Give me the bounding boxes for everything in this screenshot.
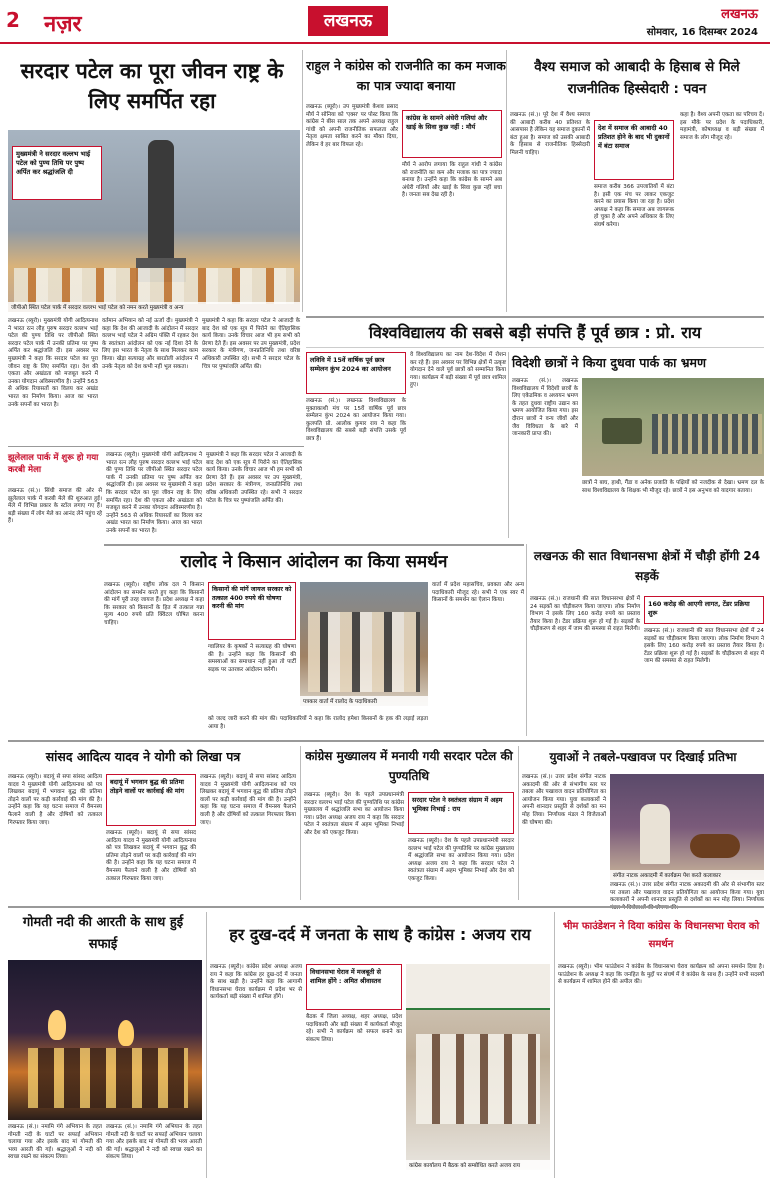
ralod-highlight: [208, 582, 296, 640]
banner-backdrop: [406, 964, 550, 1010]
column-rule: [300, 746, 301, 900]
column-rule: [206, 912, 207, 1178]
safari-jeep: [602, 418, 642, 444]
dudhwa-headline: विदेशी छात्रों ने किया दुधवा पार्क का भ्रमण: [512, 355, 707, 370]
musician-figure: [640, 804, 670, 864]
jhula-headline: झूलेलाल पार्क में शुरू हो गया करबी मेला: [8, 453, 99, 475]
congress-patel-body-col2: लखनऊ (ब्यूरो)। देश के पहले उपप्रधानमंत्री सरदार वल्लभ भाई पटेल की पुण्यतिथि पर कांग्रेस मुख्यालय में श्रद्धांजलि सभा का आयोजन किया गया। प्रदेश अध्यक्ष अजय राय ने कहा कि सरदार पटेल ने स्वतंत्रता संग्राम में अहम भूमिका निभाई और देश को एकजुट किया।: [408, 838, 514, 882]
university-highlight: [306, 352, 406, 394]
university-highlight-text: लविवि में 15वें वार्षिक पूर्व छात्र सम्मेलन कुंभ 2024 का आयोजन: [310, 356, 391, 373]
patel-highlight-text: मुख्यमंत्री ने सरदार वल्लभ भाई पटेल को पुण्य तिथि पर पुष्प अर्पित कर श्रद्धांजलि दी: [16, 150, 91, 176]
vaishya-highlight: [594, 120, 674, 180]
youth-body-col1: लखनऊ (सं.)। उत्तर प्रदेश संगीत नाटक अकादमी की ओर से संभागीय स्तर पर तबला और पखावज वादन प्रतियोगिता का आयोजन किया गया। युवा कलाकारों ने अपनी शानदार प्रस्तुति से दर्शकों का मन मोह लिया। निर्णायक मंडल ने विजेताओं की घोषणा की।: [522, 774, 606, 826]
column-rule: [508, 352, 509, 538]
column-rule: [554, 912, 555, 1178]
ajay-headline: हर दुख-दर्द में जनता के साथ है कांग्रेस : अजय राय: [229, 925, 531, 944]
priest-figures: [28, 1048, 188, 1108]
university-band: [306, 316, 764, 348]
ajay-body-col2: बैठक में जिला अध्यक्ष, शहर अध्यक्ष, प्रदेश पदाधिकारी और बड़ी संख्या में कार्यकर्ता मौजूद रहे। सभी ने कार्यक्रम को सफल बनाने का संकल्प लिया।: [306, 1014, 402, 1043]
gomti-body-col1: लखनऊ (सं.)। नमामि गंगे अभियान के तहत गोमती नदी के घाटों पर सफाई अभियान चलाया गया और इसके बाद मां गोमती की भव्य आरती की गई। श्रद्धालुओं ने नदी को स्वच्छ रखने का संकल्प लिया।: [8, 1124, 102, 1161]
page-number: 2: [6, 8, 20, 32]
gomti-photo: [8, 960, 202, 1120]
ajay-photo: [406, 964, 550, 1170]
congress-patel-highlight: [408, 792, 514, 834]
vaishya-headline: वैश्य समाज को आबादी के हिसाब से मिले राजनीतिक हिस्सेदारी : पवन: [534, 59, 740, 97]
rahul-highlight-text: कांग्रेस के सामने अंधेरी गलियां और खाई के सिवा कुछ नहीं : मौर्य: [406, 114, 488, 131]
vaishya-body-col2: समाज करीब 366 उपजातियों में बंटा है। इसी एक मंच पर लाकर एकजुट करने का प्रयास किया जा रहा है। प्रदेश अध्यक्ष ने कहा कि समाज अब जागरूक हो चुका है और अपने अधिकार के लिए संघर्ष करेगा।: [594, 184, 674, 228]
gomti-body-col2: लखनऊ (सं.)। नमामि गंगे अभियान के तहत गोमती नदी के घाटों पर सफाई अभियान चलाया गया और इसके बाद मां गोमती की भव्य आरती की गई। श्रद्धालुओं ने नदी को स्वच्छ रखने का संकल्प लिया।: [106, 1124, 202, 1161]
ralod-body-col3: को जल्द जारी करने की मांग की। पदाधिकारियों ने कहा कि रालोद हमेशा किसानों के हक की लड़ाई लड़ता आया है।: [208, 716, 428, 730]
brand-logo: नज़र: [44, 11, 82, 37]
rahul-body-col2: मौर्य ने आरोप लगाया कि राहुल गांधी ने कांग्रेस को राजनीति का कम और मजाक का पात्र ज्यादा बनाया है। उन्होंने कहा कि कांग्रेस के सामने अब अंधेरी गलियों और खाई के सिवा कुछ नहीं बचा है। जनता सब देख रही है।: [402, 162, 502, 199]
ajay-highlight: [306, 964, 402, 1010]
university-body-col2: वे विश्वविद्यालय का नाम देश-विदेश में रोशन कर रहे हैं। इस अवसर पर विभिन्न क्षेत्रों में उत्कृष्ट योगदान देने वाले पूर्व छात्रों को सम्मानित किया गया। कार्यक्रम में बड़ी संख्या में पूर्व छात्र शामिल हुए।: [410, 352, 506, 389]
section-rule: [8, 906, 764, 908]
section-banner: [308, 6, 388, 36]
university-body-col1: लखनऊ (सं.)। लखनऊ विश्वविद्यालय के मुक्ताकाशी मंच पर 15वें वार्षिक पूर्व छात्र सम्मेलन कुंभ 2024 का आयोजन किया गया। कुलपति प्रो. आलोक कुमार राय ने कहा कि विश्वविद्यालय की सबसे बड़ी संपत्ति उसके पूर्व छात्र हैं।: [306, 398, 406, 442]
vaishya-body-col1: लखनऊ (सं.)। पूरे देश में वैश्य समाज की आबादी करीब 40 प्रतिशत के आसपास है लेकिन यह समाज दुकानों में बंटा हुआ है। समाज को उसकी आबादी के हिसाब से राजनीतिक हिस्सेदारी मिलनी चाहिए।: [510, 112, 590, 156]
people-group: [308, 612, 420, 692]
youth-headline: युवाओं ने तबले-पखावज पर दिखाई प्रतिभा: [549, 750, 737, 764]
students-group: [652, 414, 762, 454]
column-rule: [302, 50, 303, 312]
youth-photo-caption: संगीत नाटक अकादमी में कार्यक्रम पेश करते कलाकार: [610, 870, 764, 880]
section-rule: [8, 740, 764, 742]
patel-photo-caption: जीपीओ स्थित पटेल पार्क में सरदार वल्लभ भाई पटेल को नमन करते मुख्यमंत्री व अन्य: [8, 302, 300, 312]
roads-body: लखनऊ (सं.)। राजधानी की सात विधानसभा क्षेत्रों में 24 सड़कों का चौड़ीकरण किया जाएगा। लोक निर्माण विभाग ने इसके लिए 160 करोड़ रुपये का प्रस्ताव तैयार किया है। टेंडर प्रक्रिया शुरू हो गई है। सड़कों के चौड़ीकरण से शहर में जाम की समस्या से राहत मिलेगी।: [530, 596, 640, 633]
ralod-photo: [300, 582, 428, 706]
column-rule: [526, 544, 527, 736]
congress-patel-headline: कांग्रेस मुख्यालय में मनायी गयी सरदार पटेल की पुण्यतिथि: [305, 749, 513, 783]
ajay-photo-caption: कांग्रेस कार्यालय में बैठक को सम्बोधित करते अजय राय: [406, 1160, 550, 1170]
bhim-body: लखनऊ (ब्यूरो)। भीम फाउंडेशन ने कांग्रेस के विधानसभा घेराव कार्यक्रम को अपना समर्थन दिया है। फाउंडेशन के अध्यक्ष ने कहा कि जनहित के मुद्दों पर संघर्ष में वे कांग्रेस के साथ हैं। उन्होंने सभी सदस्यों से कार्यक्रम में शामिल होने की अपील की।: [558, 964, 764, 986]
aditya-body-col1: लखनऊ (ब्यूरो)। बदायूं से सपा सांसद आदित्य यादव ने मुख्यमंत्री योगी आदित्यनाथ को पत्र लिखकर बदायूं में भगवान बुद्ध की प्रतिमा तोड़ने वालों पर कड़ी कार्रवाई की मांग की है। उन्होंने कहा कि यह घटना समाज में वैमनस्य फैलाने वाली है और दोषियों को तत्काल गिरफ्तार किया जाए।: [8, 774, 102, 826]
vaishya-highlight-text: देश में समाज की आबादी 40 प्रतिशत होने के बाद भी दुकानों में बंटा समाज: [598, 124, 670, 150]
university-headline: विश्वविद्यालय की सबसे बड़ी संपत्ति हैं पूर्व छात्र : प्रो. राय: [368, 323, 702, 342]
patel-body-col2-cont: लखनऊ (ब्यूरो)। मुख्यमंत्री योगी आदित्यनाथ ने भारत रत्न लौह पुरुष सरदार वल्लभ भाई पटेल की पुण्य तिथि पर जीपीओ स्थित सरदार पटेल पार्क में उनकी प्रतिमा पर पुष्प अर्पित कर श्रद्धांजलि दी। इस अवसर पर मुख्यमंत्री ने कहा कि सरदार पटेल का पूरा जीवन राष्ट्र के लिए समर्पित रहा। देश की एकता और अखंडता को मजबूत करने में उनका योगदान अविस्मरणीय है। उन्होंने 563 से अधिक रियासतों का विलय कर अखंड भारत का निर्माण किया। आज का भारत उनके सपनों का भारत है।: [106, 452, 202, 534]
rahul-headline: राहुल ने कांग्रेस को राजनीति का कम मजाक का पात्र ज्यादा बनाया: [306, 58, 506, 93]
dudhwa-body-col2: छात्रों ने बाघ, हाथी, गैंडा व अनेक प्रजाति के पक्षियों को नजदीक से देखा। भ्रमण दल के साथ विश्वविद्यालय के शिक्षक भी मौजूद रहे। छात्रों ने इस अनुभव को यादगार बताया।: [582, 480, 764, 494]
aditya-body-col3: लखनऊ (ब्यूरो)। बदायूं से सपा सांसद आदित्य यादव ने मुख्यमंत्री योगी आदित्यनाथ को पत्र लिखकर बदायूं में भगवान बुद्ध की प्रतिमा तोड़ने वालों पर कड़ी कार्रवाई की मांग की है। उन्होंने कहा कि यह घटना समाज में वैमनस्य फैलाने वाली है और दोषियों को तत्काल गिरफ्तार किया जाए।: [200, 774, 296, 826]
gomti-headline: गोमती नदी की आरती के साथ हुई सफाई: [22, 915, 184, 952]
ajay-highlight-text: विधानसभा घेराव में मजबूती से शामिल होंगे : अमित श्रीवास्तव: [310, 968, 381, 985]
ralod-body-col1: लखनऊ (ब्यूरो)। राष्ट्रीय लोक दल ने किसान आंदोलन का समर्थन करते हुए कहा कि किसानों की मांगें पूरी तरह जायज हैं। प्रदेश अध्यक्ष ने कहा कि सरकार को किसानों के हित में तत्काल गन्ना मूल्य 400 रुपये प्रति क्विंटल घोषित करना चाहिए।: [104, 582, 204, 626]
patel-body-col2: वर्तमान अभियान को नई ऊर्जा दी। मुख्यमंत्री ने कहा कि देश की आजादी के आंदोलन में सरदार वल्लभ भाई पटेल ने अग्रिम पंक्ति में रहकर देश के स्वतंत्रता आंदोलन को एक नई दिशा देने के लिए इस भारत के नेतृत्व के साथ मिलकर काम किया। खेड़ा सत्याग्रह और बारडोली आंदोलन में उनके नेतृत्व को देश कभी नहीं भूल सकता।: [102, 318, 198, 370]
aarti-flame: [48, 1010, 66, 1040]
youth-photo: [610, 774, 764, 880]
ralod-headline: रालोद ने किसान आंदोलन का किया समर्थन: [180, 552, 448, 572]
roads-highlight-text: 160 करोड़ की आएगी लागत, टेंडर प्रक्रिया शुरू: [648, 600, 750, 617]
dudhwa-photo: [582, 378, 764, 476]
roads-headline: लखनऊ की सात विधानसभा क्षेत्रों में चौड़ी होंगी 24 सड़कें: [533, 549, 761, 583]
youth-body-col2: लखनऊ (सं.)। उत्तर प्रदेश संगीत नाटक अकादमी की ओर से संभागीय स्तर पर तबला और पखावज वादन प्रतियोगिता का आयोजन किया गया। युवा कलाकारों ने अपनी शानदार प्रस्तुति से दर्शकों का मन मोह लिया। निर्णायक: [610, 882, 764, 904]
roads-highlight: [644, 596, 764, 624]
congress-patel-highlight-text: सरदार पटेल ने स्वतंत्रता संग्राम में अहम भूमिका निभाई : राय: [412, 796, 503, 813]
jhula-body: लखनऊ (सं.)। सिंधी समाज की ओर से झूलेलाल पार्क में करबी मेले की शुरुआत हुई। मेले में विभिन्न प्रकार के स्टॉल लगाए गए हैं। बड़ी संख्या में लोग मेले का आनंद लेने पहुंच रहे हैं।: [8, 488, 102, 525]
city-name: लखनऊ: [721, 7, 758, 22]
ajay-body-col1: लखनऊ (ब्यूरो)। कांग्रेस प्रदेश अध्यक्ष अजय राय ने कहा कि कांग्रेस हर दुख-दर्द में जनता के साथ खड़ी है। उन्होंने कहा कि आगामी विधानसभा घेराव कार्यक्रम में प्रदेश भर से कार्यकर्ता बड़ी संख्या में शामिल होंगे।: [210, 964, 302, 1001]
aditya-highlight: [106, 774, 196, 826]
patel-body-col3-cont: मुख्यमंत्री ने कहा कि सरदार पटेल ने आजादी के बाद देश को एक सूत्र में पिरोने का ऐतिहासिक कार्य किया। उनके विचार आज भी हम सभी को प्रेरणा देते हैं। इस अवसर पर उप मुख्यमंत्री, प्रदेश सरकार के मंत्रीगण, जनप्रतिनिधि तथा वरिष्ठ अधिकारी उपस्थित रहे। सभी ने सरदार पटेल के चित्र पर पुष्पांजलि अर्पित की।: [206, 452, 302, 504]
aarti-flame: [118, 1020, 134, 1046]
section-title: लखनऊ: [323, 11, 373, 31]
ralod-body-col4: वार्ता में प्रदेश महासचिव, प्रवक्ता और अन्य पदाधिकारी मौजूद रहे। सभी ने एक स्वर में किसानों के समर्थन का ऐलान किया।: [432, 582, 524, 604]
column-rule: [506, 50, 507, 312]
ralod-body-col2: ग्वालियर के कृषकों ने सत्याग्रह की घोषणा की है। उन्होंने कहा कि किसानों की समस्याओं का समाधान नहीं हुआ तो पार्टी सड़क पर उतरकर आंदोलन करेगी।: [208, 644, 296, 673]
issue-date: सोमवार, 16 दिसम्बर 2024: [646, 27, 758, 38]
congress-patel-body-col1: लखनऊ (ब्यूरो)। देश के पहले उपप्रधानमंत्री सरदार वल्लभ भाई पटेल की पुण्यतिथि पर कांग्रेस मुख्यालय में श्रद्धांजलि सभा का आयोजन किया गया। प्रदेश अध्यक्ष अजय राय ने कहा कि सरदार पटेल ने स्वतंत्रता संग्राम में अहम भूमिका निभाई और देश को एकजुट किया।: [304, 792, 404, 836]
dudhwa-body-col1: लखनऊ (सं.)। लखनऊ विश्वविद्यालय में विदेशी छात्रों के लिए एकेडमिक व अध्ययन भ्रमण के तहत दुधवा राष्ट्रीय उद्यान का भ्रमण आयोजित किया गया। इस दौरान छात्रों ने वन्य जीवों और जैव विविधता के बारे में जानकारी प्राप्त की।: [512, 378, 578, 438]
statue-figure: [148, 140, 174, 260]
vaishya-body-col3: कहा है। वैश्य अपनी एकता का परिचय दें। इस मौके पर प्रदेश के पदाधिकारी, महामंत्री, कोषाध्यक्ष व बड़ी संख्या में समाज के लोग मौजूद रहे।: [680, 112, 764, 141]
aditya-body-col2: लखनऊ (ब्यूरो)। बदायूं से सपा सांसद आदित्य यादव ने मुख्यमंत्री योगी आदित्यनाथ को पत्र लिखकर बदायूं में भगवान बुद्ध की प्रतिमा तोड़ने वालों पर कड़ी कार्रवाई की मांग की है। उन्होंने कहा कि यह घटना समाज में वैमनस्य फैलाने वाली है और दोषियों को तत्काल गिरफ्तार किया जाए।: [106, 830, 196, 882]
ralod-band: [104, 544, 524, 578]
patel-body-col3: मुख्यमंत्री ने कहा कि सरदार पटेल ने आजादी के बाद देश को एक सूत्र में पिरोने का ऐतिहासिक कार्य किया। उनके विचार आज भी हम सभी को प्रेरणा देते हैं। इस अवसर पर उप मुख्यमंत्री, प्रदेश सरकार के मंत्रीगण, जनप्रतिनिधि तथा वरिष्ठ अधिकारी उपस्थित रहे। सभी ने सरदार पटेल के चित्र पर पुष्पांजलि अर्पित की।: [202, 318, 300, 370]
section-rule: [8, 446, 304, 447]
masthead: [0, 0, 770, 44]
patel-headline: सरदार पटेल का पूरा जीवन राष्ट्र के लिए समर्पित रहा: [20, 59, 284, 113]
roads-body-col2: लखनऊ (सं.)। राजधानी की सात विधानसभा क्षेत्रों में 24 सड़कों का चौड़ीकरण किया जाएगा। लोक निर्माण विभाग ने इसके लिए 160 करोड़ रुपये का प्रस्ताव तैयार किया है। टेंडर प्रक्रिया शुरू हो गई है। सड़कों के चौड़ीकरण से शहर में जाम की समस्या से राहत मिलेगी।: [644, 628, 764, 665]
aditya-highlight-text: बदायूं में भगवान बुद्ध की प्रतिमा तोड़ने वालों पर कार्रवाई की मांग: [110, 778, 184, 795]
patel-highlight: [12, 146, 102, 200]
ralod-highlight-text: किसानों की मांगें जायज सरकार को तत्काल 400 रुपये की घोषणा करनी की मांग: [212, 586, 292, 611]
patel-body-col1: लखनऊ (ब्यूरो)। मुख्यमंत्री योगी आदित्यनाथ ने भारत रत्न लौह पुरुष सरदार वल्लभ भाई पटेल की पुण्य तिथि पर जीपीओ स्थित सरदार पटेल पार्क में उनकी प्रतिमा पर पुष्प अर्पित कर श्रद्धांजलि दी। इस अवसर पर मुख्यमंत्री ने कहा कि सरदार पटेल का पूरा जीवन राष्ट्र के लिए समर्पित रहा। देश की एकता और अखंडता को मजबूत करने में उनका योगदान अविस्मरणीय है। उन्होंने 563 से अधिक रियासतों का विलय कर अखंड भारत का निर्माण किया। आज का भारत उनके सपनों का भारत है।: [8, 318, 98, 408]
rahul-body-col1: लखनऊ (ब्यूरो)। उप मुख्यमंत्री केशव प्रसाद मौर्य ने सोनिया को 'एक्स' पर पोस्ट किया कि कांग्रेस ने बीस साल तक अपने अध्यक्ष राहुल गांधी को अपनी राजनीतिक सफलता और नेतृत्व क्षमता साबित करने का मौका दिया, लेकिन वे हर बार विफल रहे।: [306, 104, 398, 148]
aditya-headline: सांसद आदित्य यादव ने योगी को लिखा पत्र: [45, 749, 241, 764]
ralod-photo-caption: पत्रकार वार्ता में रालोद के पदाधिकारी: [300, 696, 428, 706]
tabla-drums: [690, 834, 740, 858]
column-rule: [518, 746, 519, 900]
rahul-highlight: [402, 110, 502, 158]
bhim-headline: भीम फाउंडेशन ने दिया कांग्रेस के विधानसभा घेराव को समर्थन: [562, 921, 760, 950]
crowd: [14, 268, 294, 304]
leaders-seated: [416, 1034, 540, 1124]
